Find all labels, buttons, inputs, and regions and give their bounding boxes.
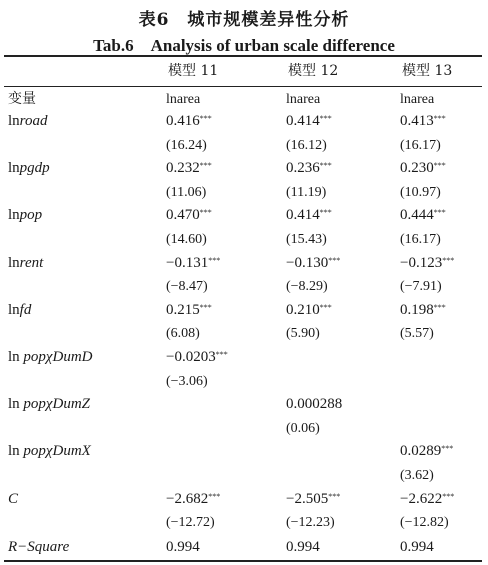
coefficient-value: 0.444 — [400, 207, 434, 224]
variable-prefix: ln — [8, 301, 20, 318]
variable-name — [8, 110, 47, 133]
significance-stars: *** — [442, 491, 455, 501]
significance-stars: *** — [433, 208, 446, 218]
coefficient-cell — [400, 488, 454, 511]
significance-stars: *** — [319, 208, 332, 218]
significance-stars: *** — [215, 350, 228, 359]
coefficient-cell — [286, 299, 332, 322]
r-square-model-12: 0.994 — [286, 539, 320, 555]
column-header-model-13: 模型 13 — [402, 63, 453, 79]
coefficient-row — [0, 299, 488, 322]
variable-prefix: ln — [8, 207, 20, 224]
t-statistic-value: (5.57) — [400, 326, 434, 342]
t-statistic-row — [0, 228, 488, 251]
coefficient-row — [0, 252, 488, 275]
dependent-variable-model-12: lnarea — [286, 92, 321, 107]
significance-stars: *** — [199, 302, 212, 312]
variable-label: road — [19, 113, 48, 129]
coefficient-value: 0.416 — [166, 113, 200, 129]
significance-stars: *** — [199, 161, 212, 171]
variable-name — [8, 440, 91, 463]
column-header-model-11: 模型 11 — [168, 63, 219, 79]
variable-label: popχDumZ — [23, 396, 91, 413]
t-statistic-value: (−8.29) — [286, 279, 328, 295]
variable-prefix: ln — [8, 254, 20, 271]
coefficient-cell — [286, 157, 332, 180]
significance-stars: *** — [208, 491, 221, 501]
variable-label: pgdp — [19, 160, 50, 177]
significance-stars: *** — [441, 444, 454, 454]
significance-stars: *** — [208, 255, 221, 265]
variable-name — [8, 204, 42, 227]
coefficient-value: 0.230 — [400, 160, 434, 177]
coefficient-row — [0, 488, 488, 511]
t-statistic-row — [0, 181, 488, 204]
coefficient-value: 0.470 — [166, 207, 200, 224]
variable-label: popχDumD — [23, 349, 93, 365]
variable-name — [8, 536, 69, 559]
t-statistic-value: (11.06) — [166, 184, 207, 200]
dependent-variable-model-11: lnarea — [166, 92, 201, 107]
t-statistic-value: (−12.23) — [286, 515, 335, 531]
variable-prefix: ln — [8, 396, 24, 413]
coefficient-row — [0, 440, 488, 463]
header-rule — [4, 86, 482, 87]
coefficient-value: 0.414 — [286, 113, 320, 129]
variable-name — [8, 346, 93, 369]
coefficient-cell — [286, 393, 342, 416]
coefficient-row — [0, 110, 488, 133]
variable-label: rent — [19, 254, 44, 271]
variable-name — [8, 157, 50, 180]
significance-stars: *** — [433, 302, 446, 312]
t-statistic-value: (14.60) — [166, 232, 207, 247]
t-statistic-value: (3.62) — [400, 468, 434, 483]
t-statistic-row — [0, 134, 488, 157]
significance-stars: *** — [319, 161, 332, 171]
significance-stars: *** — [328, 491, 341, 501]
coefficient-value: 0.236 — [286, 160, 320, 177]
variable-name — [8, 252, 43, 275]
significance-stars: *** — [319, 114, 332, 123]
coefficient-row — [0, 204, 488, 227]
t-statistic-row — [0, 511, 488, 534]
t-statistic-value: (16.24) — [166, 137, 207, 153]
coefficient-value: 0.210 — [286, 301, 320, 318]
coefficient-row — [0, 346, 488, 369]
coefficient-cell — [400, 299, 446, 322]
coefficient-value: 0.414 — [286, 207, 320, 224]
coefficient-value: −0.131 — [166, 254, 209, 271]
t-statistic-value: (6.08) — [166, 326, 200, 342]
coefficient-cell — [286, 252, 340, 275]
coefficient-cell — [286, 204, 332, 227]
r-square-row — [0, 536, 488, 559]
coefficient-cell — [286, 110, 332, 133]
coefficient-value: 0.232 — [166, 160, 200, 177]
coefficient-cell — [166, 346, 228, 369]
t-statistic-value: (−12.72) — [166, 515, 215, 531]
column-header-model-12: 模型 12 — [288, 63, 339, 79]
t-statistic-value: (5.90) — [286, 326, 320, 342]
significance-stars: *** — [433, 114, 446, 123]
variable-label: pop — [19, 207, 43, 224]
t-statistic-value: (16.17) — [400, 232, 441, 247]
r-square-model-13: 0.994 — [400, 539, 434, 555]
table-title-chinese: 表6 城市规模差异性分析 — [138, 10, 350, 30]
t-statistic-value: (10.97) — [400, 184, 441, 200]
variable-prefix: ln — [8, 349, 24, 365]
coefficient-row — [0, 157, 488, 180]
coefficient-cell — [166, 110, 212, 133]
coefficient-cell — [166, 157, 212, 180]
t-statistic-value: (−8.47) — [166, 279, 208, 295]
t-statistic-value: (0.06) — [286, 420, 320, 436]
t-statistic-row — [0, 275, 488, 298]
bottom-rule — [4, 560, 482, 562]
coefficient-cell — [166, 299, 212, 322]
table-title-english: Tab.6 Analysis of urban scale difference — [93, 36, 395, 55]
coefficient-cell — [400, 110, 446, 133]
r-square-label: R−Square — [8, 539, 70, 555]
variable-label: C — [8, 490, 19, 507]
significance-stars: *** — [328, 255, 341, 265]
t-statistic-row — [0, 417, 488, 440]
coefficient-value: 0.198 — [400, 301, 434, 318]
variable-header: 变量 — [8, 91, 36, 107]
significance-stars: *** — [319, 302, 332, 312]
coefficient-value: 0.0289 — [400, 443, 442, 460]
significance-stars: *** — [433, 161, 446, 171]
significance-stars: *** — [199, 114, 212, 123]
coefficient-cell — [400, 204, 446, 227]
column-header-row — [0, 60, 488, 83]
coefficient-value: −2.505 — [286, 490, 329, 507]
coefficient-value: −0.0203 — [166, 349, 216, 365]
coefficient-cell — [166, 252, 220, 275]
t-statistic-row — [0, 322, 488, 345]
coefficient-cell — [400, 157, 446, 180]
significance-stars: *** — [442, 255, 455, 265]
variable-label: popχDumX — [23, 443, 91, 460]
variable-label: fd — [19, 301, 32, 318]
t-statistic-value: (16.17) — [400, 137, 441, 153]
t-statistic-value: (16.12) — [286, 137, 327, 153]
t-statistic-value: (15.43) — [286, 232, 327, 247]
variable-prefix: ln — [8, 160, 20, 177]
significance-stars: *** — [199, 208, 212, 218]
t-statistic-value: (−7.91) — [400, 279, 442, 295]
dependent-variable-model-13: lnarea — [400, 92, 435, 107]
coefficient-value: −2.622 — [400, 490, 443, 507]
coefficient-cell — [166, 488, 220, 511]
variable-name — [8, 488, 18, 511]
variable-name — [8, 393, 90, 416]
dependent-variable-row — [0, 88, 488, 111]
top-rule — [4, 55, 482, 57]
coefficient-cell — [400, 440, 453, 463]
t-statistic-row — [0, 464, 488, 487]
coefficient-value: −0.130 — [286, 254, 329, 271]
r-square-model-11: 0.994 — [166, 539, 200, 555]
coefficient-cell — [286, 488, 340, 511]
coefficient-value: 0.215 — [166, 301, 200, 318]
t-statistic-value: (−3.06) — [166, 373, 208, 389]
variable-prefix: ln — [8, 113, 20, 129]
t-statistic-value: (11.19) — [286, 184, 327, 200]
coefficient-value: −2.682 — [166, 490, 209, 507]
coefficient-cell — [400, 252, 454, 275]
coefficient-value: 0.413 — [400, 113, 434, 129]
coefficient-value: 0.000288 — [286, 396, 343, 413]
t-statistic-row — [0, 370, 488, 393]
variable-prefix: ln — [8, 443, 24, 460]
coefficient-row — [0, 393, 488, 416]
variable-name — [8, 299, 31, 322]
coefficient-cell — [166, 204, 212, 227]
coefficient-value: −0.123 — [400, 254, 443, 271]
t-statistic-value: (−12.82) — [400, 515, 449, 531]
